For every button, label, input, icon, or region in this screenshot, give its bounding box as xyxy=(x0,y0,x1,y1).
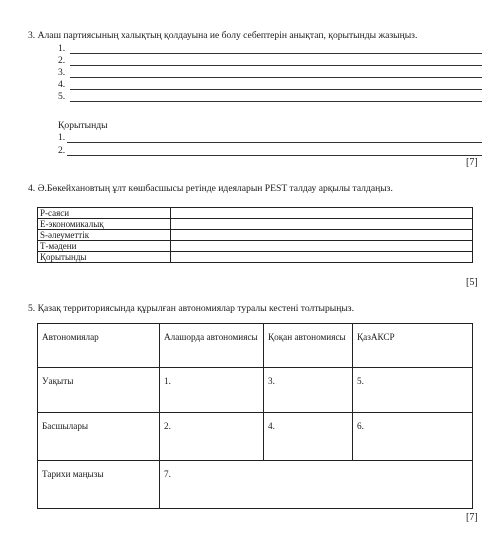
pest-label-political: Р-саяси xyxy=(38,208,171,219)
q4-title: 4. Ә.Бөкейхановтың ұлт көшбасшысы ретінде идеяларын PEST талдау арқылы талдаңыз. xyxy=(28,183,393,194)
q3-answer-lines xyxy=(58,42,482,102)
header-autonomies: Автономиялар xyxy=(38,324,160,368)
cell-time-alashorda[interactable]: 1. xyxy=(160,368,264,413)
header-alashorda: Алашорда автономиясы xyxy=(160,324,264,368)
table-row xyxy=(38,208,473,219)
row-label-significance: Тарихи маңызы xyxy=(38,461,160,509)
q3-conclusion-label: Қорытынды xyxy=(58,120,108,131)
q5-title: 5. Қазақ территориясында құрылған автономиялар туралы кестені толтырыңыз. xyxy=(28,303,354,314)
q5-autonomy-table xyxy=(37,323,473,509)
q3-line-5-rule xyxy=(70,93,482,102)
q3-line-3-number: 3. xyxy=(58,67,66,78)
row-label-leaders: Басшылары xyxy=(38,413,160,461)
q3-line-4[interactable] xyxy=(58,78,482,90)
header-kazassr: ҚазАКСР xyxy=(353,324,473,368)
q3-conclusion-1-number: 1. xyxy=(58,132,66,143)
q3-title: 3. Алаш партиясының халықтың қолдауына ие болу себептерін анықтап, қорытынды жазыңыз. xyxy=(28,30,418,41)
q3-conclusion-2-number: 2. xyxy=(58,145,66,156)
cell-leaders-kokand[interactable]: 4. xyxy=(264,413,353,461)
cell-time-kokand[interactable]: 3. xyxy=(264,368,353,413)
pest-cell-political[interactable] xyxy=(171,208,473,219)
pest-cell-conclusion[interactable] xyxy=(171,252,473,263)
q3-line-2-number: 2. xyxy=(58,55,66,66)
q3-line-1-number: 1. xyxy=(58,43,66,54)
q3-line-5[interactable] xyxy=(58,90,482,102)
table-row xyxy=(38,241,473,252)
q3-line-2-rule xyxy=(70,57,482,66)
q3-line-4-rule xyxy=(70,81,482,90)
pest-label-economic: Е-экономикалық xyxy=(38,219,171,230)
cell-time-kazassr[interactable]: 5. xyxy=(353,368,473,413)
q3-conclusion-2-rule xyxy=(67,147,482,156)
pest-label-conclusion: Қорытынды xyxy=(38,252,171,263)
q3-line-3-rule xyxy=(70,69,482,78)
table-row xyxy=(38,368,473,413)
q3-line-2[interactable] xyxy=(58,54,482,66)
q3-conclusion-lines xyxy=(58,130,482,156)
row-label-time: Уақыты xyxy=(38,368,160,413)
header-kokand: Қоқан автономиясы xyxy=(264,324,353,368)
table-row xyxy=(38,413,473,461)
q3-line-1[interactable] xyxy=(58,42,482,54)
q4-pest-table xyxy=(37,207,473,263)
q3-line-4-number: 4. xyxy=(58,79,66,90)
cell-leaders-kazassr[interactable]: 6. xyxy=(353,413,473,461)
table-row xyxy=(38,252,473,263)
table-row xyxy=(38,461,473,509)
table-row xyxy=(38,230,473,241)
pest-cell-technological[interactable] xyxy=(171,241,473,252)
q3-line-5-number: 5. xyxy=(58,91,66,102)
cell-leaders-alashorda[interactable]: 2. xyxy=(160,413,264,461)
table-row xyxy=(38,219,473,230)
q3-score: [7] xyxy=(466,157,478,168)
q3-line-3[interactable] xyxy=(58,66,482,78)
q3-conclusion-line-2[interactable] xyxy=(58,143,482,156)
pest-label-technological: Т-мәдени xyxy=(38,241,171,252)
cell-significance[interactable]: 7. xyxy=(160,461,473,509)
q3-conclusion-1-rule xyxy=(67,134,482,143)
pest-label-social: S-әлеуметтік xyxy=(38,230,171,241)
q4-score: [5] xyxy=(466,277,478,288)
pest-cell-economic[interactable] xyxy=(171,219,473,230)
table-row xyxy=(38,324,473,368)
q5-score: [7] xyxy=(466,512,478,523)
q3-conclusion-line-1[interactable] xyxy=(58,130,482,143)
pest-cell-social[interactable] xyxy=(171,230,473,241)
q3-line-1-rule xyxy=(70,45,482,54)
